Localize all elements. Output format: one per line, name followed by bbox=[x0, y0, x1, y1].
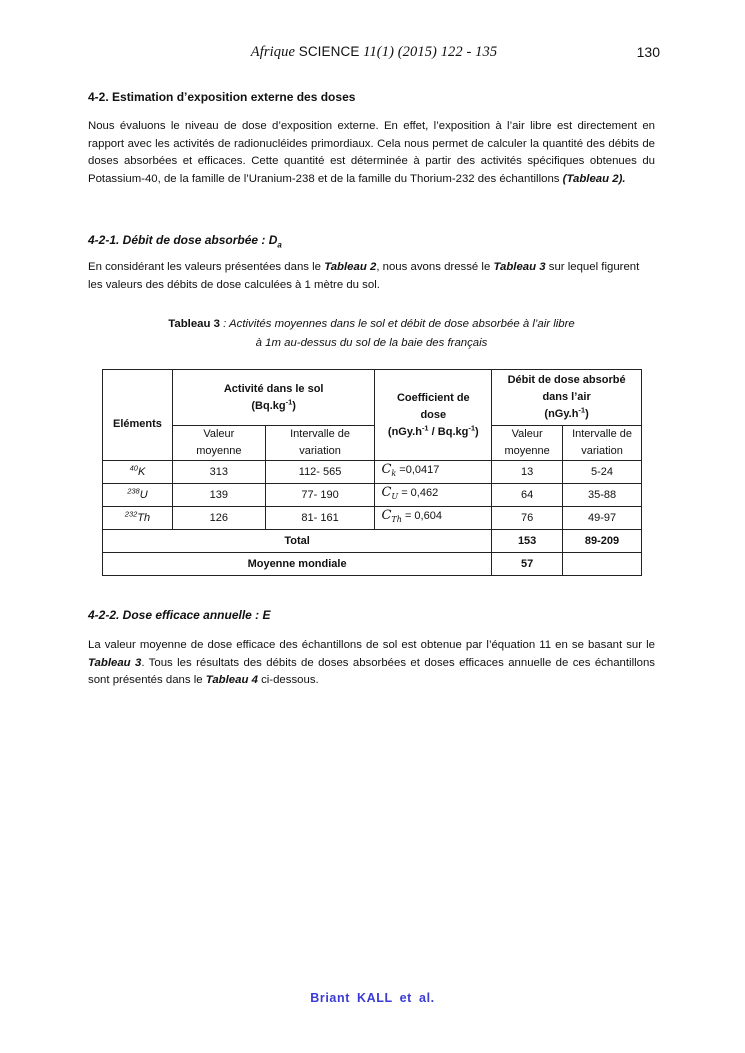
coef-unit-sup-2: -1 bbox=[468, 422, 476, 432]
table-3-caption-line-2: à 1m au-dessus du sol de la baie des français bbox=[255, 337, 488, 349]
activity-unit-close: ) bbox=[292, 399, 296, 412]
header-coef-unit bbox=[378, 424, 488, 441]
element-mass: 238 bbox=[127, 485, 140, 495]
table-total-row bbox=[103, 530, 642, 553]
row-coefficient bbox=[375, 461, 492, 484]
element-symbol: Th bbox=[137, 511, 151, 524]
journal-name-science: SCIENCE bbox=[298, 44, 360, 59]
table-world-row bbox=[103, 553, 642, 576]
row-mean: 126 bbox=[172, 507, 265, 530]
element-mass: 232 bbox=[124, 508, 138, 518]
section-4-2-1-title-text: 4-2-1. Débit de dose absorbée : D bbox=[88, 233, 278, 247]
row-element bbox=[103, 484, 173, 507]
header-debit-line-2: dans l’air bbox=[542, 391, 591, 403]
section-4-2-1-text-b: , nous avons dressé le bbox=[376, 261, 494, 273]
table-3-caption-line-1 bbox=[88, 315, 655, 334]
coef-unit-a: (nGy.h bbox=[387, 425, 422, 438]
section-4-2-2-text-c: ci-dessous. bbox=[257, 674, 319, 687]
journal-name-italic: Afrique bbox=[250, 44, 295, 60]
header-coef-line-2: dose bbox=[420, 408, 447, 421]
row-dose-mean: 76 bbox=[492, 507, 563, 530]
row-dose-mean: 64 bbox=[492, 484, 563, 507]
sub-debit-mean-line-1: Valeur bbox=[511, 428, 543, 440]
row-mean: 313 bbox=[172, 461, 265, 484]
tableau-3-ref: Tableau 3 bbox=[493, 261, 546, 273]
sub-range-line-2: variation bbox=[299, 445, 341, 457]
header-coefficient bbox=[375, 370, 492, 461]
coef-subscript: U bbox=[391, 492, 399, 502]
header-debit bbox=[492, 370, 642, 426]
row-element bbox=[103, 507, 173, 530]
subheader-activity-range bbox=[265, 426, 375, 461]
tableau-3-ref-2: Tableau 3 bbox=[88, 656, 142, 669]
sub-debit-range-line-2: variation bbox=[581, 445, 623, 457]
section-4-2-1-title-subscript: a bbox=[277, 240, 282, 250]
element-mass: 40 bbox=[129, 462, 138, 472]
header-coef-line-1: Coefficient de bbox=[396, 391, 470, 404]
row-dose-mean: 13 bbox=[492, 461, 563, 484]
debit-unit-sup: -1 bbox=[578, 405, 586, 415]
page-footer-authors: Briant KALL et al. bbox=[310, 991, 435, 1005]
sub-range-line-1: Intervalle de bbox=[290, 428, 351, 440]
section-4-2-2-paragraph bbox=[88, 637, 655, 690]
row-coefficient bbox=[375, 484, 492, 507]
tableau-4-ref: Tableau 4 bbox=[205, 674, 258, 687]
section-4-2-1-text-a: En considérant les valeurs présentées dans le bbox=[88, 261, 325, 273]
subheader-activity-mean bbox=[172, 426, 265, 461]
journal-volume: 11(1) (2015) 122 - 135 bbox=[363, 44, 498, 60]
row-range: 81- 161 bbox=[265, 507, 375, 530]
coef-symbol: C bbox=[381, 508, 392, 524]
coef-unit-c: ) bbox=[475, 425, 479, 438]
header-activity-line-2 bbox=[176, 398, 372, 415]
row-dose-range: 5-24 bbox=[563, 461, 642, 484]
debit-unit-c: ) bbox=[585, 408, 589, 420]
element-symbol: K bbox=[137, 465, 146, 478]
page-header bbox=[88, 44, 660, 64]
element-symbol: U bbox=[139, 488, 148, 501]
total-label: Total bbox=[103, 530, 492, 553]
table-3-caption-label: Tableau 3 bbox=[168, 318, 220, 330]
journal-reference bbox=[88, 44, 660, 61]
table-3-caption bbox=[88, 315, 655, 353]
row-dose-range: 49-97 bbox=[563, 507, 642, 530]
section-4-2-1-text-c: sur lequel figurent les valeurs des débits de dose calculées à 1 mètre du sol. bbox=[88, 261, 640, 291]
tableau-2-ref: Tableau 2 bbox=[324, 261, 377, 273]
world-label: Moyenne mondiale bbox=[103, 553, 492, 576]
sub-debit-range-line-1: Intervalle de bbox=[572, 428, 632, 440]
section-4-2-paragraph bbox=[88, 118, 655, 188]
table-subheader-row bbox=[103, 426, 642, 461]
coef-symbol: C bbox=[381, 485, 392, 501]
table-row bbox=[103, 484, 642, 507]
section-4-2-title: 4-2. Estimation d’exposition externe des doses bbox=[88, 90, 356, 104]
table-row bbox=[103, 507, 642, 530]
row-dose-range: 35-88 bbox=[563, 484, 642, 507]
total-range: 89-209 bbox=[563, 530, 642, 553]
table-row bbox=[103, 461, 642, 484]
sub-debit-mean-line-2: moyenne bbox=[504, 445, 550, 457]
sub-mean-line-2: moyenne bbox=[196, 445, 242, 457]
row-range: 77- 190 bbox=[265, 484, 375, 507]
header-elements: Eléments bbox=[103, 370, 173, 461]
section-4-2-1-paragraph bbox=[88, 259, 655, 294]
page-number: 130 bbox=[636, 44, 660, 60]
coef-value: = 0,604 bbox=[401, 510, 442, 523]
coef-value: = 0,462 bbox=[398, 487, 439, 500]
section-4-2-2-text-a: La valeur moyenne de dose efficace des échantillons de sol est obtenue par l’équation 11 en se basant sur le bbox=[88, 639, 655, 651]
section-4-2-2-title: 4-2-2. Dose efficace annuelle : E bbox=[88, 608, 271, 622]
subheader-debit-mean bbox=[492, 426, 563, 461]
activity-unit: (Bq.kg bbox=[251, 399, 286, 412]
table-3 bbox=[102, 369, 642, 576]
header-debit-line-1: Débit de dose absorbé bbox=[507, 374, 626, 386]
debit-unit-a: (nGy.h bbox=[544, 408, 579, 420]
coef-unit-b: / Bq.kg bbox=[428, 425, 469, 438]
section-4-2-2-text-b: . Tous les résultats des débits de doses absorbées et doses efficaces annuelle de ces échantillons sont présentés dans le bbox=[88, 656, 655, 687]
row-coefficient bbox=[375, 507, 492, 530]
header-activity bbox=[172, 370, 375, 426]
coef-value: =0,0417 bbox=[396, 464, 440, 477]
coef-symbol: C bbox=[381, 462, 392, 478]
header-debit-unit bbox=[495, 406, 638, 423]
world-mean: 57 bbox=[492, 553, 563, 576]
header-activity-line-1: Activité dans le sol bbox=[223, 382, 324, 395]
table-3-caption-text-1: : Activités moyennes dans le sol et débit de dose absorbée à l’air libre bbox=[219, 318, 575, 330]
table-header-row bbox=[103, 370, 642, 426]
row-range: 112- 565 bbox=[265, 461, 375, 484]
coef-subscript: Th bbox=[391, 515, 402, 525]
activity-unit-sup: -1 bbox=[285, 396, 293, 406]
row-element bbox=[103, 461, 173, 484]
coef-subscript: k bbox=[391, 469, 397, 479]
subheader-debit-range bbox=[563, 426, 642, 461]
section-4-2-text: Nous évaluons le niveau de dose d’exposition externe. En effet, l’exposition à l’air libre est directement en rapport avec les activités de radionucléides primordiaux. Cela nous permet de calculer la quantité des débits de doses absorbées et efficaces. Cette quantité est déterminée à partir des activités spécifiques obtenues du Potassium-40, de la famille de l’Uranium-238 et de la famille du Thorium-232 des échantillons bbox=[88, 120, 655, 185]
section-4-2-table-ref: (Tableau 2). bbox=[562, 172, 626, 185]
sub-mean-line-1: Valeur bbox=[203, 428, 235, 440]
total-mean: 153 bbox=[492, 530, 563, 553]
world-range-empty bbox=[563, 553, 642, 576]
coef-unit-sup-1: -1 bbox=[421, 422, 429, 432]
section-4-2-1-title bbox=[88, 232, 655, 254]
row-mean: 139 bbox=[172, 484, 265, 507]
